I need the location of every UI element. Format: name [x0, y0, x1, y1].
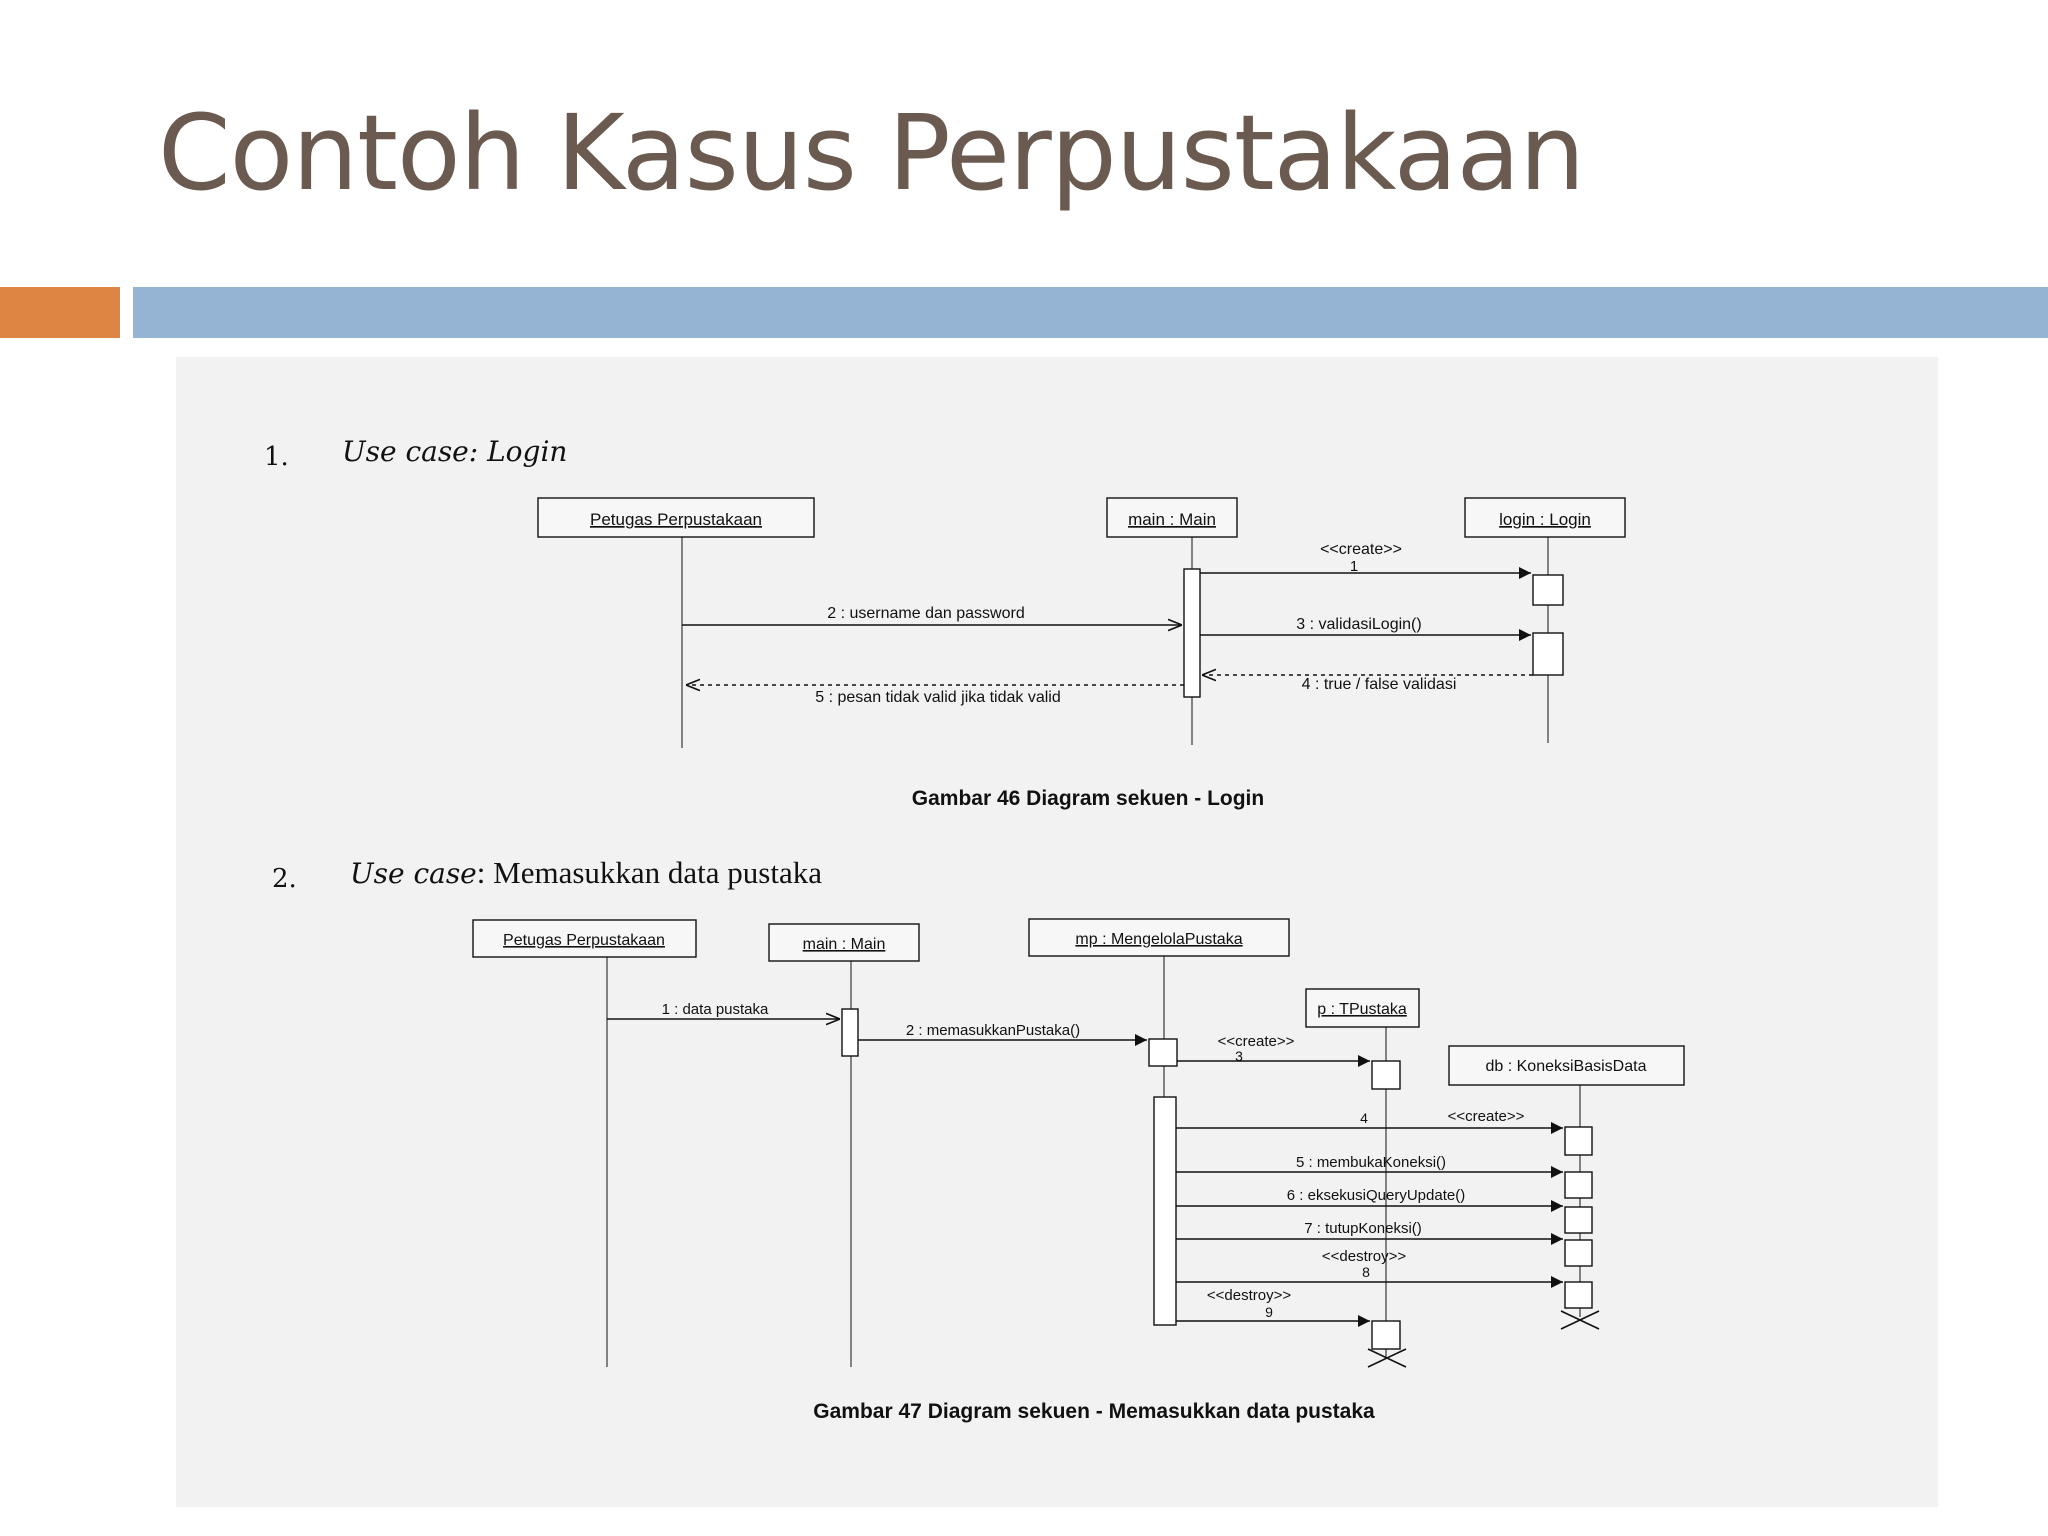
- activation-bar: [1565, 1127, 1592, 1155]
- activation-bar: [1565, 1282, 1592, 1308]
- message-username-password: [682, 605, 1182, 625]
- svg-text:3 : validasiLogin(): 3 : validasiLogin(): [1296, 616, 1422, 633]
- activation-bar: [1372, 1061, 1400, 1089]
- activation-bar: [1154, 1097, 1176, 1325]
- svg-text:9: 9: [1265, 1304, 1273, 1320]
- svg-text:5 : membukaKoneksi(): 5 : membukaKoneksi(): [1295, 1154, 1447, 1171]
- participant-label: Petugas Perpustakaan: [589, 510, 763, 529]
- message-destroy-9: [1176, 1287, 1370, 1321]
- diagram2-number: 2.: [272, 864, 297, 894]
- participant-label: Petugas Perpustakaan: [503, 932, 665, 949]
- participant-label: main : Main: [802, 936, 886, 953]
- message-create-3: [1177, 1033, 1370, 1064]
- diagram-memasukkan-data: [272, 855, 1684, 1423]
- svg-text:<<create>>: <<create>>: [1320, 541, 1402, 558]
- message-true-false: [1202, 675, 1533, 693]
- participant-label: mp : MengelolaPustaka: [1075, 931, 1243, 948]
- message-memasukkan-pustaka: [858, 1022, 1147, 1040]
- scanned-page: [176, 357, 1938, 1507]
- participant-tpustaka: [1306, 989, 1419, 1027]
- message-create-4: [1176, 1108, 1563, 1128]
- svg-text:7 : tutupKoneksi(): 7 : tutupKoneksi(): [1304, 1220, 1422, 1237]
- svg-text:<<destroy>>: <<destroy>>: [1206, 1287, 1292, 1304]
- svg-text:8: 8: [1362, 1264, 1370, 1280]
- svg-text:<<create>>: <<create>>: [1447, 1108, 1525, 1125]
- message-destroy-8: [1176, 1248, 1563, 1282]
- participant-petugas: [473, 920, 696, 957]
- diagram2-caption: Gambar 47 Diagram sekuen - Memasukkan data pustaka: [813, 1400, 1375, 1423]
- diagram2-heading: Use case: Memasukkan data pustaka: [350, 855, 822, 890]
- participant-mengelola-pustaka: [1029, 919, 1289, 956]
- destroy-mark: [1368, 1349, 1406, 1367]
- activation-bar: [1372, 1321, 1400, 1349]
- diagram-login: [264, 435, 1625, 810]
- participant-main: [1107, 498, 1237, 537]
- activation-bar: [1565, 1240, 1592, 1266]
- participant-koneksi-basis-data: [1449, 1046, 1684, 1085]
- activation-bar: [1565, 1172, 1592, 1198]
- participant-petugas: [538, 498, 814, 537]
- participant-main: [769, 924, 919, 961]
- participant-label: login : Login: [1499, 510, 1591, 529]
- svg-text:6 : eksekusiQueryUpdate(): 6 : eksekusiQueryUpdate(): [1286, 1187, 1466, 1204]
- activation-bar: [1533, 633, 1563, 675]
- activation-bar: [1149, 1039, 1177, 1066]
- participant-login: [1465, 498, 1625, 537]
- svg-text:1: 1: [1349, 558, 1359, 575]
- message-validasi-login: [1200, 616, 1531, 635]
- message-membuka-koneksi: [1176, 1154, 1563, 1172]
- accent-bar-blue: [133, 287, 2048, 338]
- activation-bar: [1533, 575, 1563, 605]
- participant-label: p : TPustaka: [1317, 1001, 1407, 1018]
- svg-text:5 : pesan tidak valid jika tid: 5 : pesan tidak valid jika tidak valid: [815, 689, 1061, 706]
- accent-bar-orange: [0, 287, 120, 338]
- sequence-diagrams: [176, 357, 1938, 1507]
- diagram1-number: 1.: [264, 442, 289, 472]
- activation-bar: [842, 1009, 858, 1056]
- activation-bar: [1184, 569, 1200, 697]
- message-pesan-tidak-valid: [686, 685, 1184, 706]
- participant-label: main : Main: [1128, 510, 1216, 529]
- message-create-1: [1200, 541, 1531, 575]
- svg-text:1 : data pustaka: 1 : data pustaka: [661, 1001, 769, 1018]
- activation-bar: [1565, 1207, 1592, 1233]
- svg-text:4: 4: [1360, 1110, 1368, 1126]
- diagram1-heading: Use case: Login: [342, 435, 568, 468]
- diagram1-caption: Gambar 46 Diagram sekuen - Login: [911, 787, 1265, 810]
- slide-title: Contoh Kasus Perpustakaan: [158, 92, 1585, 214]
- svg-text:<<create>>: <<create>>: [1217, 1033, 1295, 1050]
- participant-label: db : KoneksiBasisData: [1485, 1058, 1647, 1075]
- svg-text:<<destroy>>: <<destroy>>: [1321, 1248, 1407, 1265]
- message-eksekusi-query: [1176, 1187, 1563, 1206]
- message-tutup-koneksi: [1176, 1220, 1563, 1239]
- svg-text:2 : memasukkanPustaka(): 2 : memasukkanPustaka(): [905, 1022, 1081, 1039]
- svg-text:3: 3: [1235, 1048, 1243, 1064]
- message-data-pustaka: [607, 1001, 840, 1019]
- svg-text:2 : username dan password: 2 : username dan password: [827, 605, 1025, 622]
- svg-text:4 : true / false validasi: 4 : true / false validasi: [1301, 676, 1457, 693]
